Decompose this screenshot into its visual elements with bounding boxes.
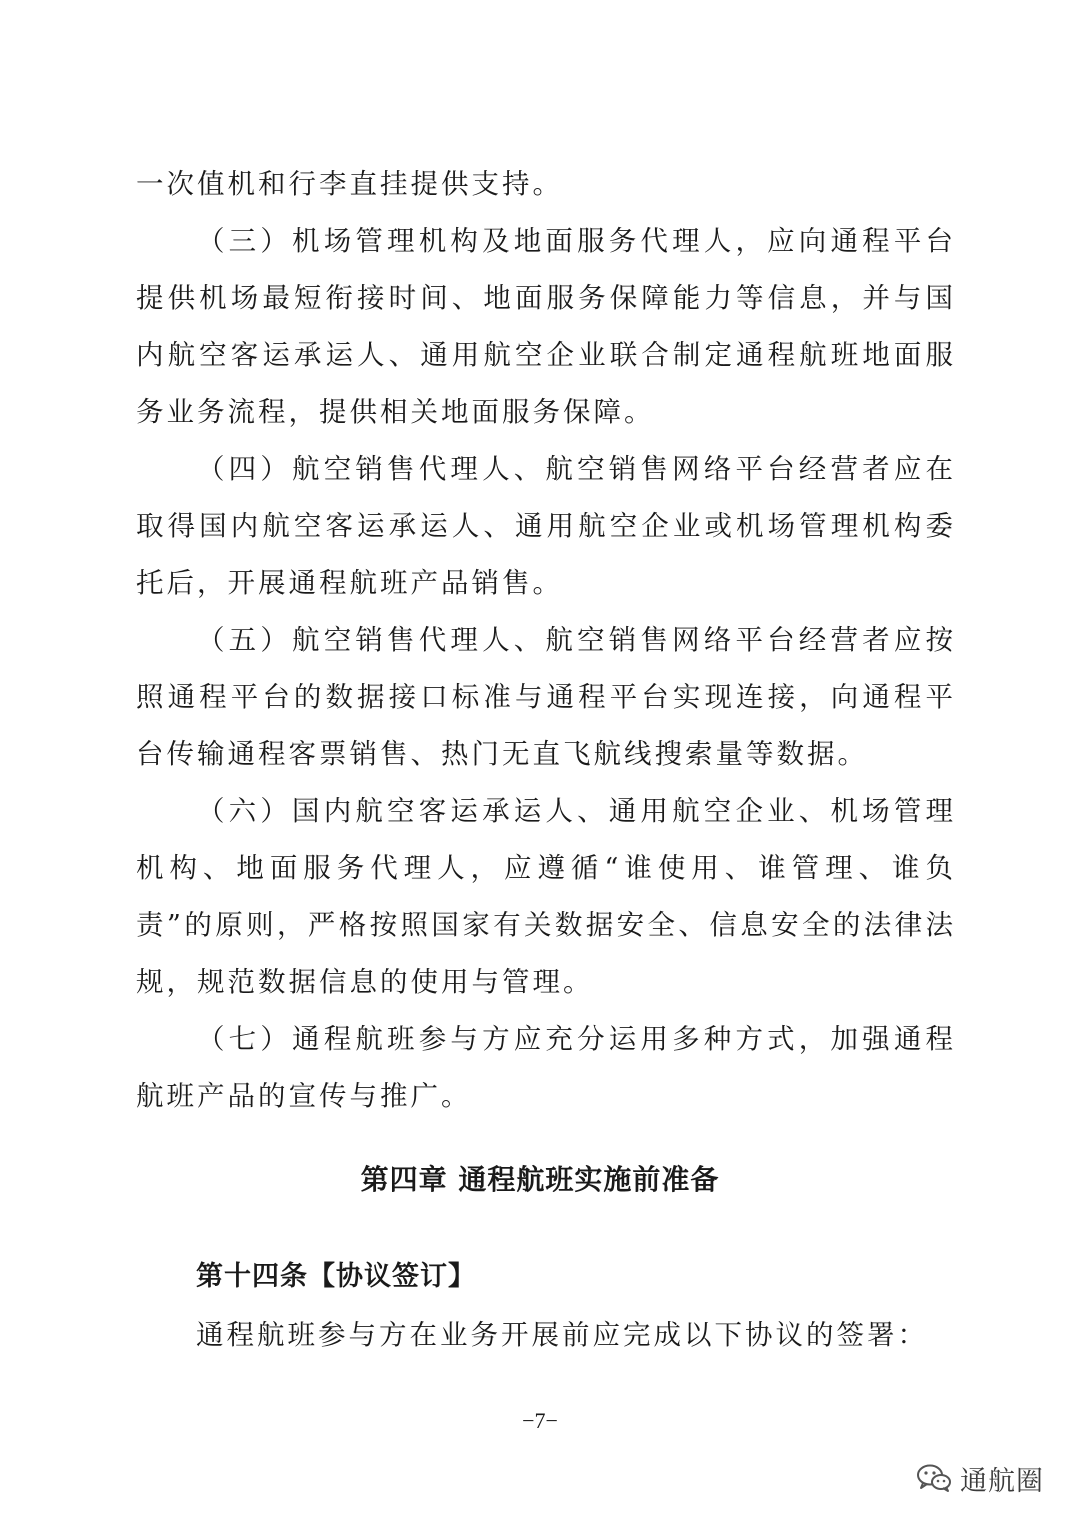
paragraph-item-4: （四）航空销售代理人、航空销售网络平台经营者应在取得国内航空客运承运人、通用航空企业或机场管理机构委托后，开展通程航班产品销售。 xyxy=(136,453,956,599)
wechat-icon xyxy=(916,1463,952,1493)
paragraph-item-6: （六）国内航空客运承运人、通用航空企业、机场管理机构、地面服务代理人，应遵循“谁使用、谁管理、谁负责”的原则，严格按照国家有关数据安全、信息安全的法律法规，规范数据信息的使用与管理。 xyxy=(136,795,956,998)
page-number: −7− xyxy=(522,1408,558,1433)
paragraph-item-5: （五）航空销售代理人、航空销售网络平台经营者应按照通程平台的数据接口标准与通程平台实现连接，向通程平台传输通程客票销售、热门无直飞航线搜索量等数据。 xyxy=(136,624,956,770)
paragraph-continuation: 一次值机和行李直挂提供支持。 xyxy=(136,168,563,200)
body-text xyxy=(136,156,956,1125)
chapter-title: 第四章 通程航班实施前准备 xyxy=(360,1163,720,1196)
watermark xyxy=(916,1456,1044,1500)
paragraph-item-3: （三）机场管理机构及地面服务代理人，应向通程平台提供机场最短衔接时间、地面服务保障能力等信息，并与国内航空客运承运人、通用航空企业联合制定通程航班地面服务业务流程，提供相关地面服务保障。 xyxy=(136,225,956,428)
article-title: 第十四条【协议签订】 xyxy=(196,1261,476,1292)
article-text: 通程航班参与方在业务开展前应完成以下协议的签署： xyxy=(196,1319,928,1351)
watermark-text: 通航圈 xyxy=(960,1465,1044,1497)
paragraph-item-7: （七）通程航班参与方应充分运用多种方式，加强通程航班产品的宣传与推广。 xyxy=(136,1023,956,1112)
